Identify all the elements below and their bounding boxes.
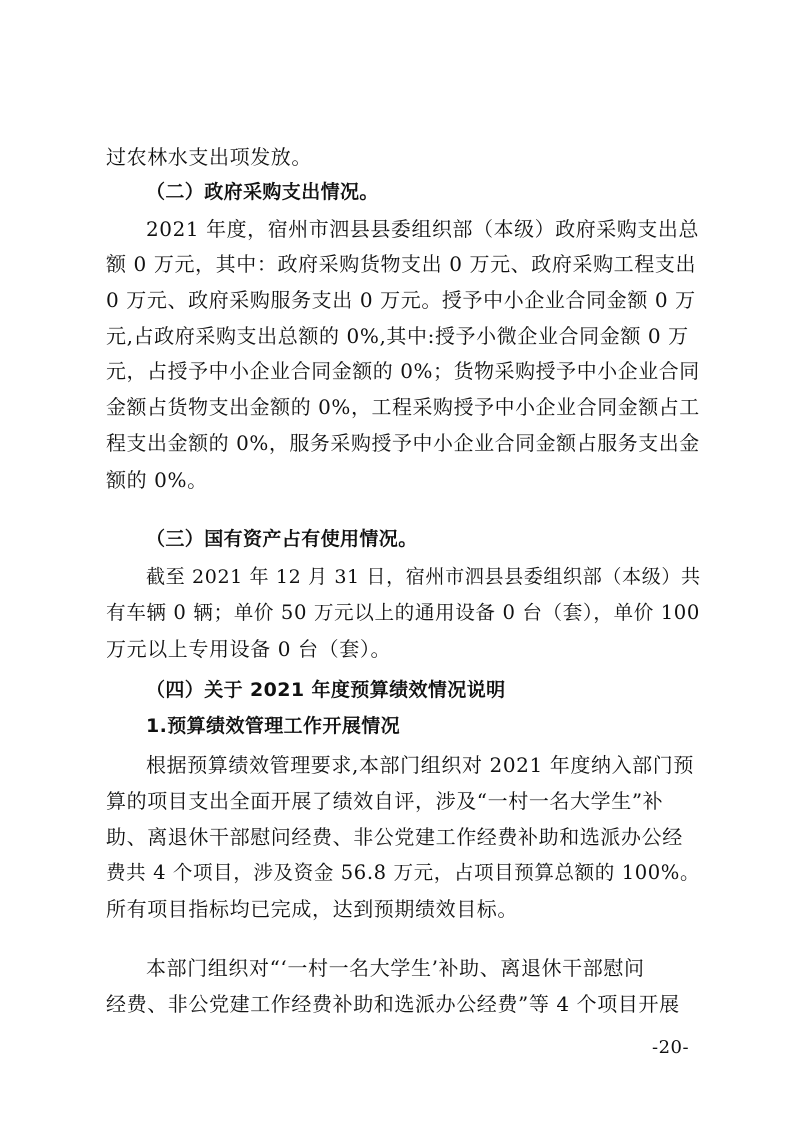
body-text-line: 万元以上专用设备 0 台（套）。 — [106, 637, 392, 661]
body-text-line: 所有项目指标均已完成，达到预期绩效目标。 — [106, 897, 518, 921]
body-text-line: 过农林水支出项发放。 — [106, 145, 312, 169]
body-text-line: 金额占货物支出金额的 0%，工程采购授予中小企业合同金额占工 — [106, 396, 700, 419]
section-heading-performance: （四）关于 2021 年度预算绩效情况说明 — [146, 679, 506, 701]
section-heading-procurement: （二）政府采购支出情况。 — [146, 181, 379, 203]
body-text-line: 元，占授予中小企业合同金额的 0%；货物采购授予中小企业合同 — [106, 360, 700, 383]
body-text-line: 额 0 万元，其中：政府采购货物支出 0 万元、政府采购工程支出 — [106, 252, 697, 276]
body-text-line: 根据预算绩效管理要求,本部门组织对 2021 年度纳入部门预 — [146, 753, 694, 777]
body-text-line: 经费、非公党建工作经费补助和选派办公经费”等 4 个项目开展 — [106, 992, 680, 1016]
body-text-line: 本部门组织对“‘一村一名大学生’补助、离退休干部慰问 — [146, 956, 645, 980]
section-heading-assets: （三）国有资产占有使用情况。 — [146, 528, 418, 550]
body-text-line: 额的 0%。 — [106, 468, 208, 492]
body-text-line: 0 万元、政府采购服务支出 0 万元。授予中小企业合同金额 0 万 — [106, 288, 696, 312]
body-text-line: 算的项目支出全面开展了绩效自评，涉及“一村一名大学生”补 — [106, 789, 664, 813]
body-text-line: 元,占政府采购支出总额的 0%,其中:授予小微企业合同金额 0 万 — [106, 324, 689, 348]
body-text-line: 助、离退休干部慰问经费、非公党建工作经费补助和选派办公经 — [106, 825, 683, 849]
body-text-line: 费共 4 个项目，涉及资金 56.8 万元，占项目预算总额的 100%。 — [106, 861, 701, 884]
body-text-line: 2021 年度，宿州市泗县县委组织部（本级）政府采购支出总 — [146, 217, 699, 241]
body-text-line: 截至 2021 年 12 月 31 日，宿州市泗县县委组织部（本级）共 — [146, 566, 701, 588]
body-text-line: 有车辆 0 辆；单价 50 万元以上的通用设备 0 台（套），单价 100 — [106, 601, 700, 624]
page-number: -20- — [652, 1037, 690, 1058]
body-text-line: 程支出金额的 0%，服务采购授予中小企业合同金额占服务支出金 — [106, 432, 700, 455]
subsection-heading-management: 1.预算绩效管理工作开展情况 — [146, 715, 401, 737]
